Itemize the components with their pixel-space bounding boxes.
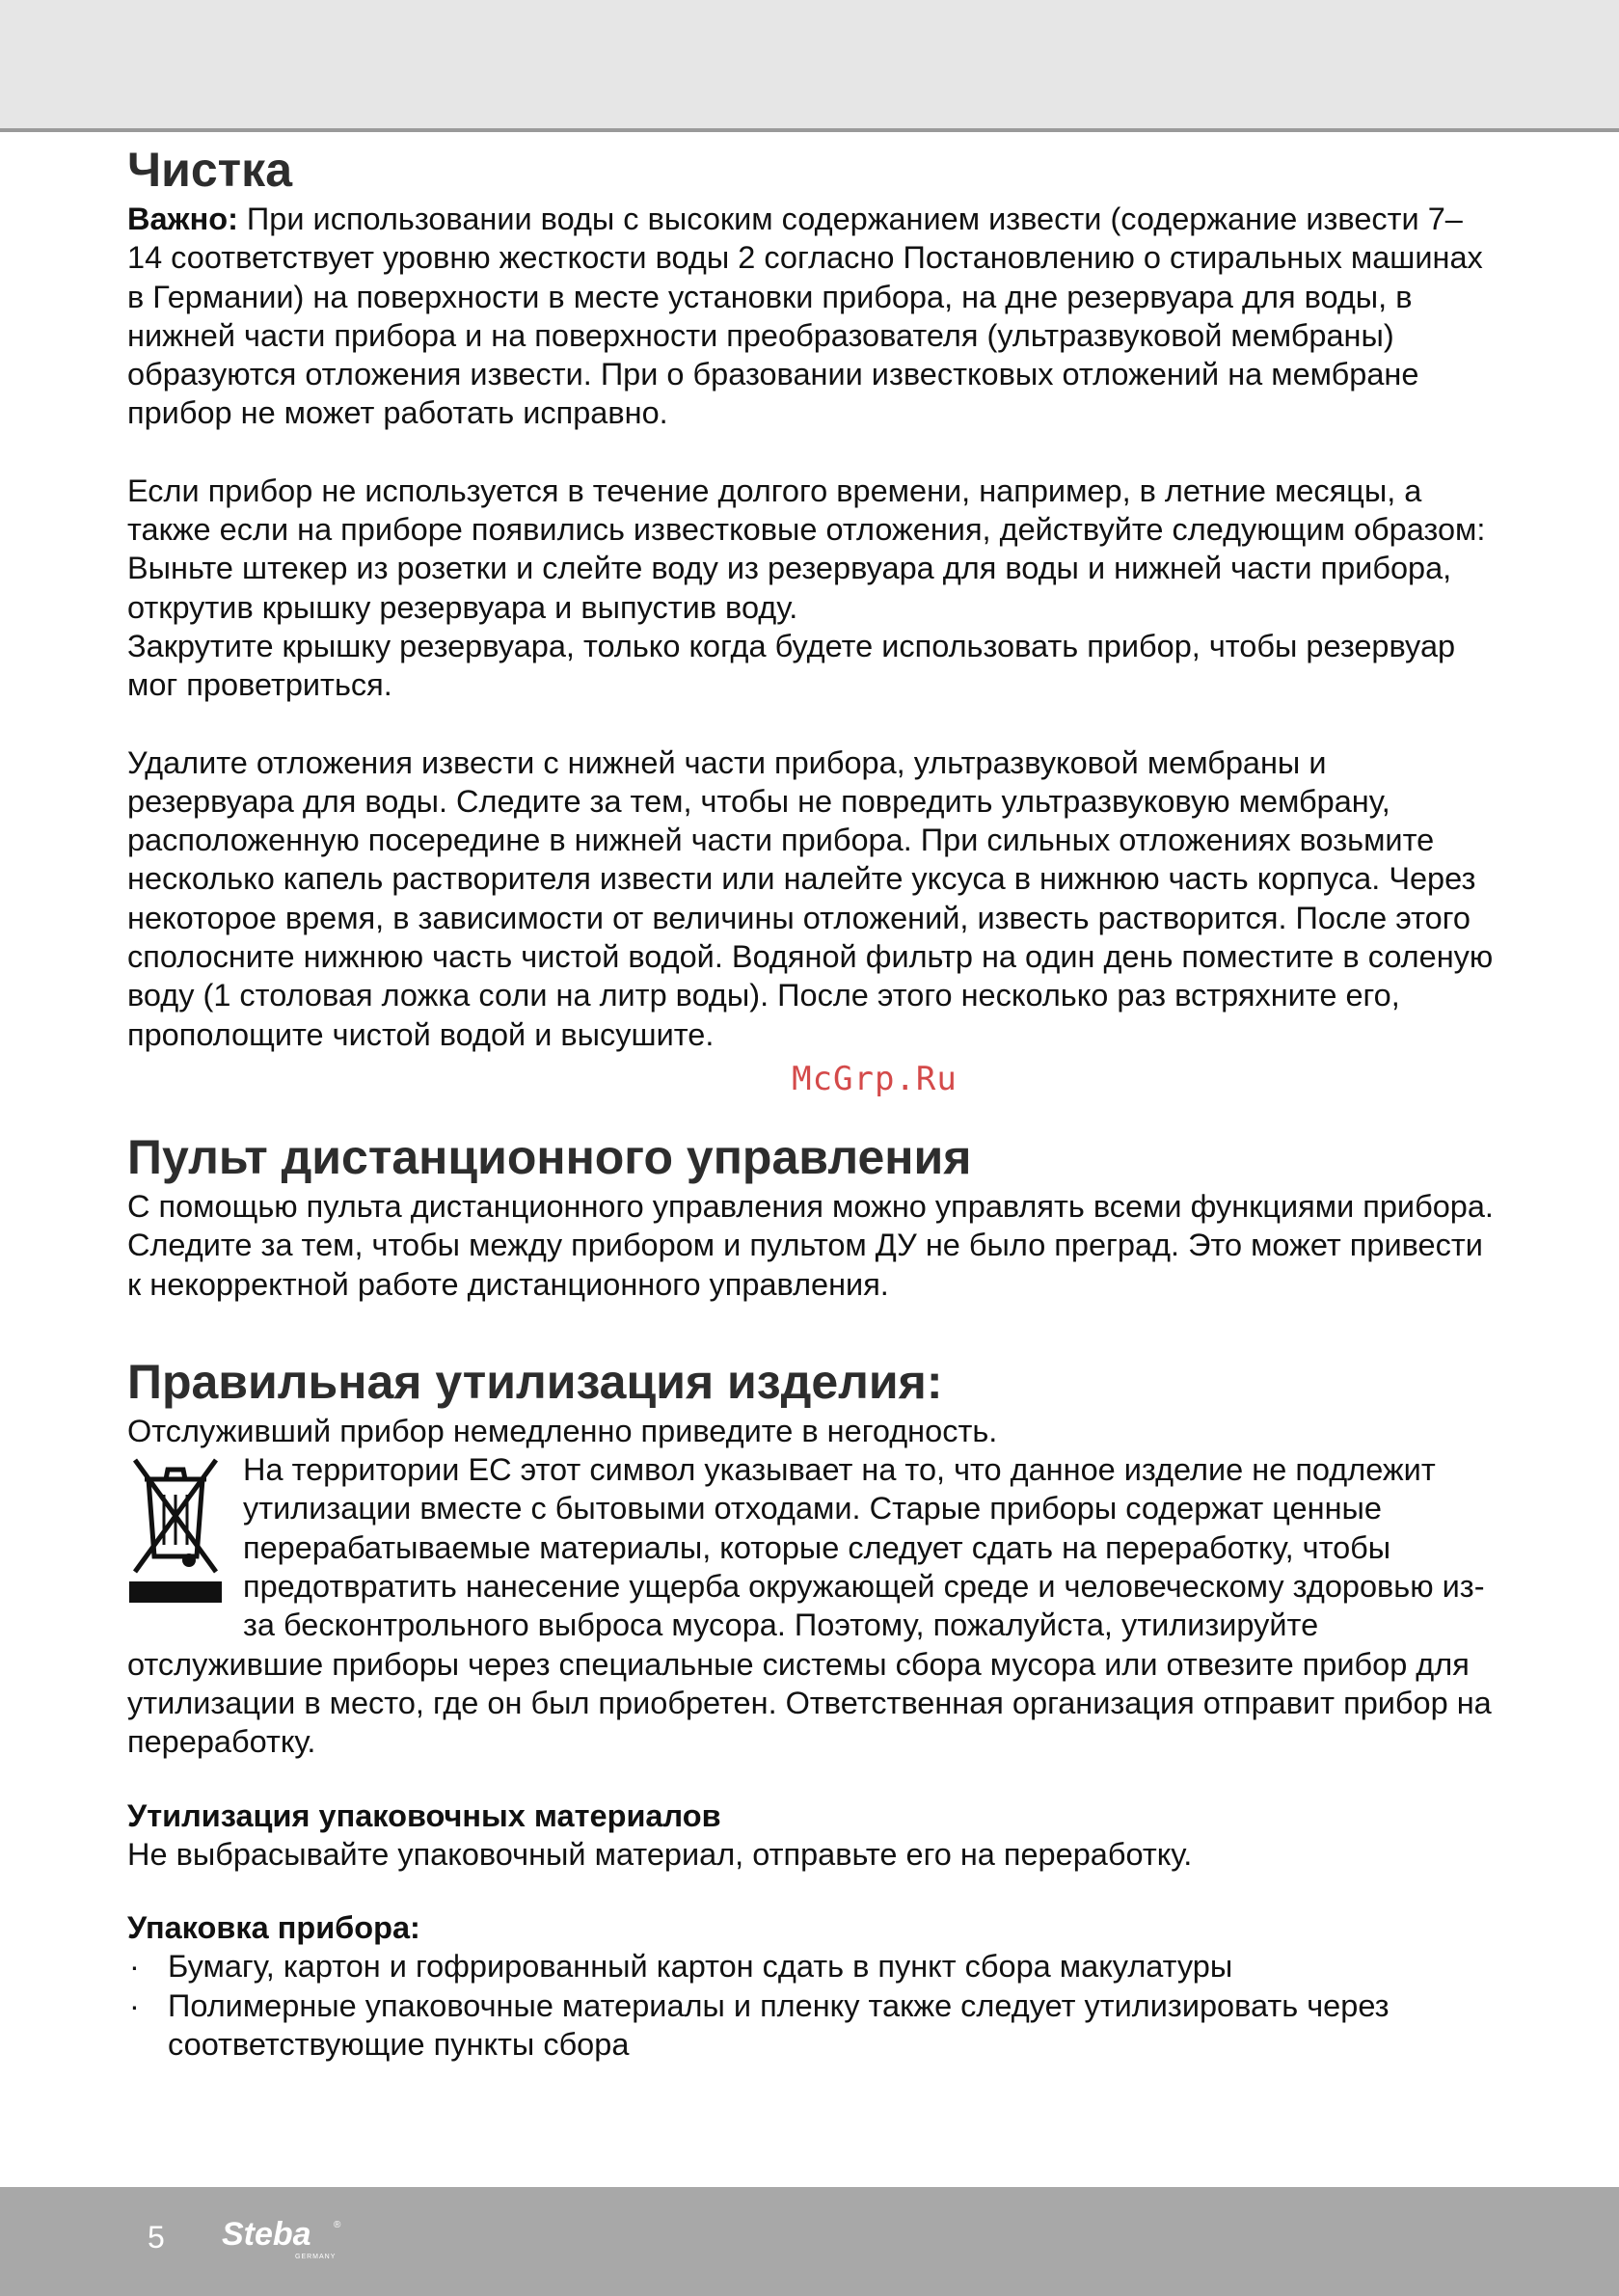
- page-number: 5: [148, 2220, 165, 2255]
- cleaning-paragraph-5: Удалите отложения извести с нижней части прибора, ультразвуковой мембраны и резервуара для воды. Следите за тем, чтобы не повредить ультразвуковую мембрану, расположенную посередине в нижней части прибора. При сильных отложениях возьмите несколько капель растворителя извести или налейте уксуса в нижнюю часть корпуса. Через некоторое время, в зависимости от величины отложений, известь растворится. После этого сполосните нижнюю часть чистой водой. Водяной фильтр на один день поместите в соленую воду (1 столовая ложка соли на литр воды). После этого несколько раз встряхните его, прополощите чистой водой и высушите.: [127, 744, 1494, 1052]
- disposal-paragraph: На территории ЕС этот символ указывает на то, что данное изделие не подлежит утилизации вместе с бытовыми отходами. Старые приборы содержат ценные перерабатываемые материалы, которые следует сдать на переработку, чтобы предотвратить нанесение ущерба окружающей среде и человеческому здоровью из-за бесконтрольного выброса мусора. Поэтому, пожалуйста, утилизируйте отслужившие приборы через специальные системы сбора мусора или отвезите прибор для утилизации в место, где он был приобретен. Ответственная организация отправит прибор на переработку.: [127, 1452, 1492, 1760]
- header-band: [0, 0, 1619, 132]
- cleaning-paragraph-3: Выньте штекер из розетки и слейте воду из резервуара для воды и нижней части прибора, открутив крышку резервуара и выпустив воду.: [127, 551, 1452, 625]
- page-content: [127, 140, 1497, 2064]
- important-text: При использовании воды с высоким содержанием извести (содержание извести 7–14 соответствует уровню жесткости воды 2 согласно Постановлению о стиральных машинах в Германии) на поверхности в месте установки прибора, на дне резервуара для воды, в нижней части прибора и на поверхности преобразователя (ультразвуковой мембраны) образуются отложения извести. При о бразовании известковых отложений на мембране прибор не может работать исправно.: [127, 202, 1483, 431]
- brand-wordmark: Steba: [222, 2216, 311, 2253]
- packaging-paragraph: Не выбрасывайте упаковочный материал, отправьте его на переработку.: [127, 1836, 1193, 1872]
- disposal-intro: Отслуживший прибор немедленно приведите в негодность.: [127, 1413, 998, 1448]
- cleaning-important-paragraph: [127, 200, 1497, 433]
- crossed-out-wheelie-bin-icon: [127, 1452, 224, 1607]
- brand-subtitle: GERMANY: [295, 2254, 337, 2260]
- steba-logo: [220, 2216, 393, 2264]
- cleaning-heading: Чистка: [127, 143, 292, 197]
- footer-band: [0, 2187, 1619, 2296]
- disposal-block: [127, 1450, 1497, 1761]
- list-item: · Полимерные упаковочные материалы и пленку также следует утилизировать через соответствующие пункты сбора: [127, 1986, 1497, 2065]
- list-item: · Бумагу, картон и гофрированный картон сдать в пункт сбора макулатуры: [127, 1947, 1497, 1985]
- cleaning-paragraph-4: Закрутите крышку резервуара, только когда будете использовать прибор, чтобы резервуар мог проветриться.: [127, 628, 1456, 703]
- remote-paragraph: С помощью пульта дистанционного управления можно управлять всеми функциями прибора. Следите за тем, чтобы между прибором и пультом ДУ не было преград. Это может привести к некорректной работе дистанционного управления.: [127, 1188, 1494, 1302]
- remote-heading: Пульт дистанционного управления: [127, 1129, 972, 1184]
- cleaning-paragraph-2: Если прибор не используется в течение долгого времени, например, в летние месяцы, а также если на приборе появились известковые отложения, действуйте следующим образом:: [127, 473, 1486, 548]
- disposal-heading: Правильная утилизация изделия:: [127, 1354, 943, 1409]
- svg-text:®: ®: [334, 2220, 341, 2230]
- device-packaging-subheading: Упаковка прибора:: [127, 1910, 420, 1946]
- watermark: McGrp.Ru: [792, 1059, 958, 1098]
- important-label: Важно:: [127, 202, 238, 236]
- packaging-subheading: Утилизация упаковочных материалов: [127, 1797, 721, 1833]
- device-packaging-list: [127, 1947, 1497, 2064]
